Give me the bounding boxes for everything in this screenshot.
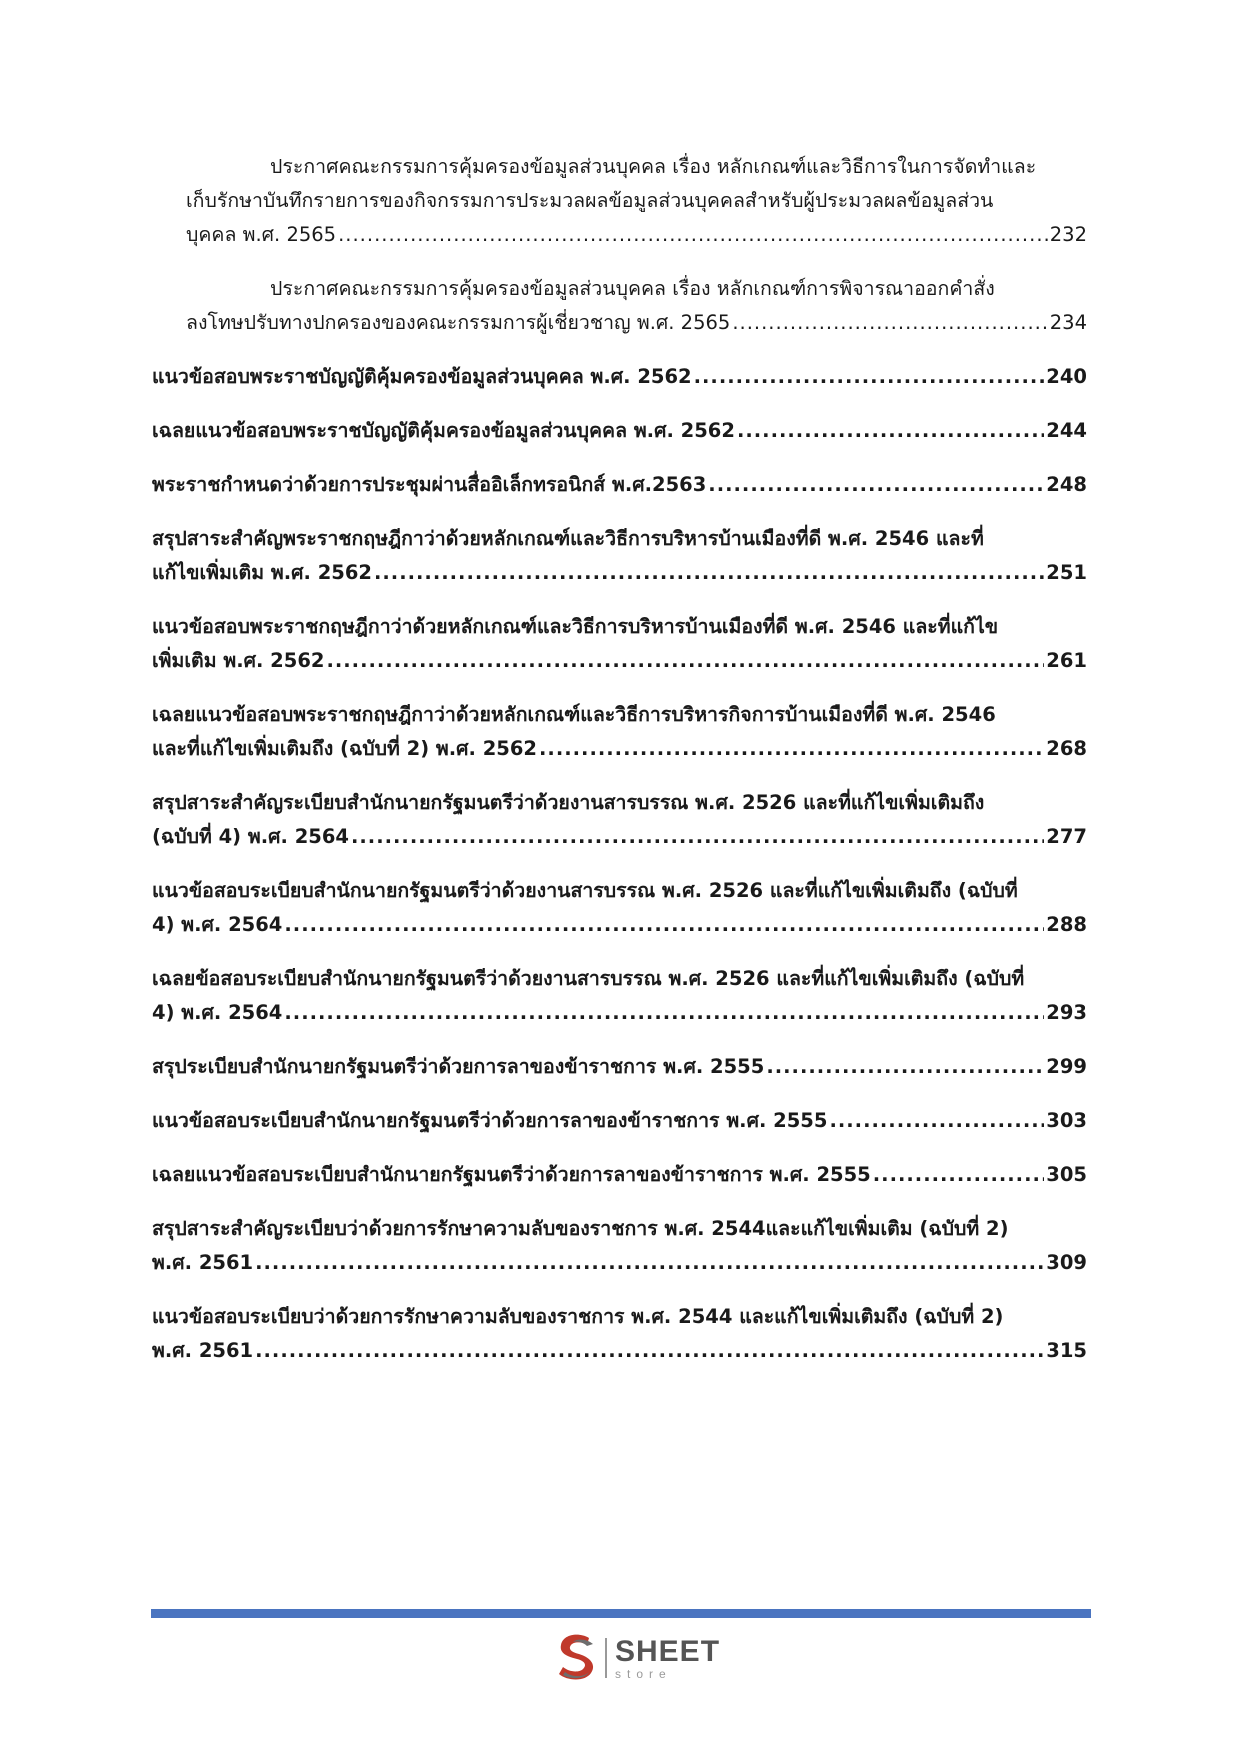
dot-leader (374, 556, 1044, 590)
toc-entry-title-line: ประกาศคณะกรรมการคุ้มครองข้อมูลส่วนบุคคล เรื่อง หลักเกณฑ์การพิจารณาออกคำสั่ง (270, 277, 995, 300)
toc-entry-page-number: 234 (1049, 311, 1087, 334)
toc-entry-last-line (152, 1158, 1087, 1192)
toc-entry-title-line: สรุปสาระสำคัญพระราชกฤษฎีกาว่าด้วยหลักเกณฑ์และวิธีการบริหารบ้านเมืองที่ดี พ.ศ. 2546 และที่ (152, 527, 984, 550)
toc-entry-last-line (152, 468, 1087, 502)
toc-entry-title-line: แนวข้อสอบระเบียบว่าด้วยการรักษาความลับของราชการ พ.ศ. 2544 และแก้ไขเพิ่มเติมถึง (ฉบับที่ 2) (152, 1305, 1004, 1328)
sheet-store-logo (555, 1632, 720, 1684)
table-of-contents (152, 150, 1087, 1388)
toc-entry-last-line (152, 908, 1087, 942)
toc-entry-title-end: และที่แก้ไขเพิ่มเติมถึง (ฉบับที่ 2) พ.ศ. 2562 (152, 737, 538, 760)
toc-entry-page-number: 232 (1049, 223, 1087, 246)
toc-entry[interactable] (152, 610, 1087, 678)
toc-entry-title-line: ประกาศคณะกรรมการคุ้มครองข้อมูลส่วนบุคคล เรื่อง หลักเกณฑ์และวิธีการในการจัดทำและ (270, 155, 1037, 178)
toc-entry-title-line: สรุปสาระสำคัญระเบียบว่าด้วยการรักษาความลับของราชการ พ.ศ. 2544และแก้ไขเพิ่มเติม (ฉบับที่ 2) (152, 1217, 1009, 1240)
toc-entry-title-end: เฉลยแนวข้อสอบระเบียบสำนักนายกรัฐมนตรีว่าด้วยการลาของข้าราชการ พ.ศ. 2555 (152, 1163, 871, 1186)
toc-entry-title-end: เพิ่มเติม พ.ศ. 2562 (152, 649, 325, 672)
dot-leader (255, 1246, 1044, 1280)
logo-sub-text: store (615, 1666, 672, 1681)
sheet-store-s-logo-icon (555, 1632, 599, 1684)
toc-entry-last-line (152, 218, 1087, 252)
dot-leader (351, 820, 1044, 854)
footer-divider (151, 1609, 1091, 1618)
toc-entry-title-end: สรุประเบียบสำนักนายกรัฐมนตรีว่าด้วยการลาของข้าราชการ พ.ศ. 2555 (152, 1055, 765, 1078)
toc-entry-title-end: แนวข้อสอบพระราชบัญญัติคุ้มครองข้อมูลส่วนบุคคล พ.ศ. 2562 (152, 365, 692, 388)
toc-entry[interactable] (152, 1050, 1087, 1084)
toc-entry-title-line: เก็บรักษาบันทึกรายการของกิจกรรมการประมวลผลข้อมูลส่วนบุคคลสำหรับผู้ประมวลผลข้อมูลส่วน (186, 189, 994, 212)
toc-entry-last-line (152, 820, 1087, 854)
toc-entry[interactable] (152, 874, 1087, 942)
toc-entry[interactable] (152, 414, 1087, 448)
toc-entry-last-line (152, 360, 1087, 394)
dot-leader (694, 360, 1045, 394)
dot-leader (539, 732, 1044, 766)
toc-entry-page-number: 315 (1046, 1339, 1087, 1362)
toc-entry[interactable] (152, 1104, 1087, 1138)
logo-separator (605, 1638, 607, 1678)
toc-entry[interactable] (152, 786, 1087, 854)
toc-entry[interactable] (152, 360, 1087, 394)
toc-entry-title-end: (ฉบับที่ 4) พ.ศ. 2564 (152, 825, 349, 848)
dot-leader (255, 1334, 1044, 1368)
toc-entry-last-line (152, 1104, 1087, 1138)
toc-entry-title-end: พ.ศ. 2561 (152, 1339, 254, 1362)
dot-leader (829, 1104, 1044, 1138)
toc-entry-title-end: พระราชกำหนดว่าด้วยการประชุมผ่านสื่ออิเล็กทรอนิกส์ พ.ศ.2563 (152, 473, 707, 496)
toc-entry-title-end: บุคคล พ.ศ. 2565 (186, 223, 337, 246)
dot-leader (708, 468, 1044, 502)
dot-leader (766, 1050, 1044, 1084)
dot-leader (737, 414, 1044, 448)
toc-entry-page-number: 244 (1046, 419, 1087, 442)
dot-leader (338, 218, 1048, 252)
dot-leader (326, 644, 1044, 678)
toc-entry[interactable] (152, 698, 1087, 766)
dot-leader (284, 996, 1044, 1030)
toc-entry-page-number: 261 (1046, 649, 1087, 672)
toc-entry-last-line (152, 556, 1087, 590)
logo-text (615, 1634, 721, 1681)
toc-entry[interactable] (152, 1300, 1087, 1368)
toc-entry-page-number: 309 (1046, 1251, 1087, 1274)
toc-entry-last-line (152, 1334, 1087, 1368)
toc-entry-last-line (152, 414, 1087, 448)
toc-entry[interactable] (152, 272, 1087, 340)
toc-entry-last-line (152, 644, 1087, 678)
toc-entry-title-line: แนวข้อสอบพระราชกฤษฎีกาว่าด้วยหลักเกณฑ์และวิธีการบริหารบ้านเมืองที่ดี พ.ศ. 2546 และที่แก้ไข (152, 615, 999, 638)
toc-entry-last-line (152, 732, 1087, 766)
toc-entry-title-line: เฉลยแนวข้อสอบพระราชกฤษฎีกาว่าด้วยหลักเกณฑ์และวิธีการบริหารกิจการบ้านเมืองที่ดี พ.ศ. 2546 (152, 703, 996, 726)
toc-entry[interactable] (152, 150, 1087, 252)
toc-entry-last-line (152, 1246, 1087, 1280)
toc-entry-page-number: 299 (1046, 1055, 1087, 1078)
toc-entry[interactable] (152, 522, 1087, 590)
toc-entry-title-end: 4) พ.ศ. 2564 (152, 913, 283, 936)
toc-entry-last-line (152, 996, 1087, 1030)
toc-entry[interactable] (152, 1212, 1087, 1280)
toc-entry-title-line: เฉลยข้อสอบระเบียบสำนักนายกรัฐมนตรีว่าด้วยงานสารบรรณ พ.ศ. 2526 และที่แก้ไขเพิ่มเติมถึง (ฉบับที่ (152, 967, 1025, 990)
toc-entry-page-number: 251 (1046, 561, 1087, 584)
toc-entry-title-end: ลงโทษปรับทางปกครองของคณะกรรมการผู้เชี่ยวชาญ พ.ศ. 2565 (186, 311, 731, 334)
toc-entry-title-end: แนวข้อสอบระเบียบสำนักนายกรัฐมนตรีว่าด้วยการลาของข้าราชการ พ.ศ. 2555 (152, 1109, 828, 1132)
dot-leader (732, 306, 1047, 340)
toc-entry-page-number: 248 (1046, 473, 1087, 496)
toc-entry-page-number: 240 (1046, 365, 1087, 388)
toc-entry-page-number: 277 (1046, 825, 1087, 848)
toc-entry-page-number: 303 (1046, 1109, 1087, 1132)
toc-entry-page-number: 293 (1046, 1001, 1087, 1024)
toc-entry-title-line: แนวข้อสอบระเบียบสำนักนายกรัฐมนตรีว่าด้วยงานสารบรรณ พ.ศ. 2526 และที่แก้ไขเพิ่มเติมถึง (ฉบับที่ (152, 879, 1018, 902)
toc-entry-page-number: 288 (1046, 913, 1087, 936)
logo-main-text: SHEET (615, 1634, 721, 1668)
toc-entry-last-line (152, 306, 1087, 340)
toc-entry-title-end: 4) พ.ศ. 2564 (152, 1001, 283, 1024)
toc-entry-title-line: สรุปสาระสำคัญระเบียบสำนักนายกรัฐมนตรีว่าด้วยงานสารบรรณ พ.ศ. 2526 และที่แก้ไขเพิ่มเติมถึง (152, 791, 985, 814)
toc-entry-last-line (152, 1050, 1087, 1084)
toc-entry[interactable] (152, 468, 1087, 502)
toc-entry-title-end: เฉลยแนวข้อสอบพระราชบัญญัติคุ้มครองข้อมูลส่วนบุคคล พ.ศ. 2562 (152, 419, 735, 442)
toc-entry-title-end: แก้ไขเพิ่มเติม พ.ศ. 2562 (152, 561, 372, 584)
toc-entry-page-number: 305 (1046, 1163, 1087, 1186)
toc-entry-page-number: 268 (1046, 737, 1087, 760)
toc-entry[interactable] (152, 962, 1087, 1030)
toc-entry-title-end: พ.ศ. 2561 (152, 1251, 254, 1274)
toc-entry[interactable] (152, 1158, 1087, 1192)
dot-leader (284, 908, 1044, 942)
dot-leader (873, 1158, 1045, 1192)
